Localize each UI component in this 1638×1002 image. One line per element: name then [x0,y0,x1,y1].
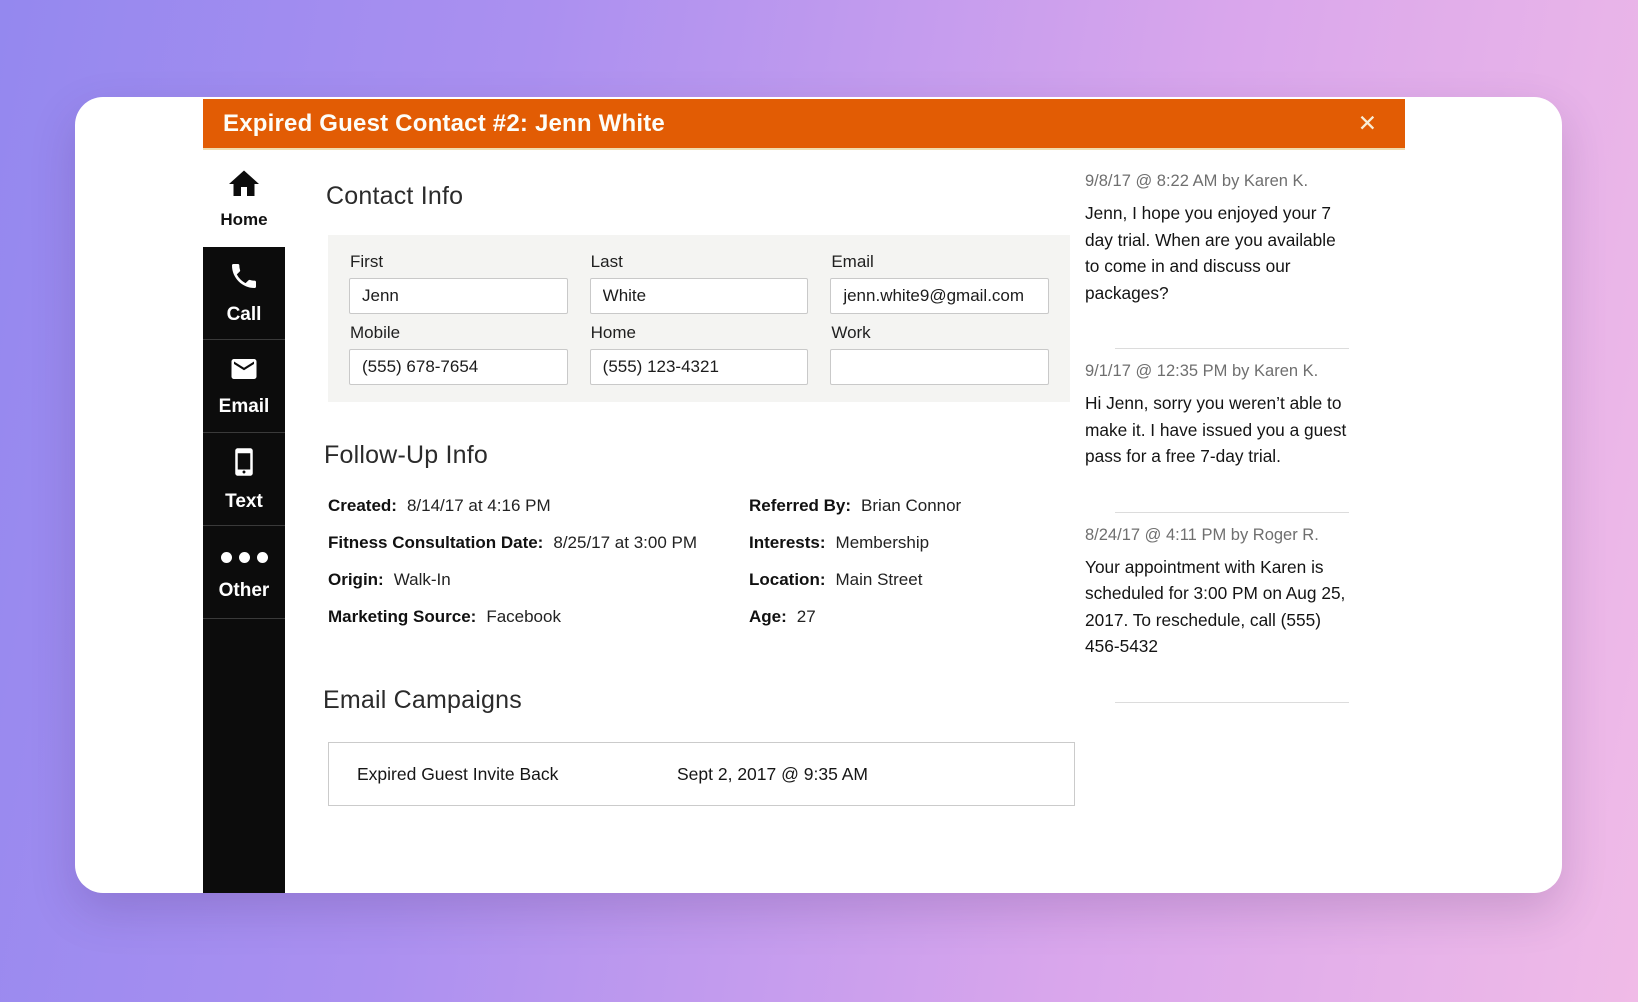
phone-icon [228,260,260,297]
created-value: 8/14/17 at 4:16 PM [406,496,551,515]
marketing-source-label: Marketing Source: [328,607,477,626]
note-timestamp: 8/24/17 @ 4:11 PM by Roger R. [1085,525,1319,544]
referred-by-value: Brian Connor [861,496,962,515]
note-body: Hi Jenn, sorry you weren’t able to make it. I have issued you a guest pass for a free 7-day trial. [1085,393,1347,466]
fitness-consultation-label: Fitness Consultation Date: [328,533,544,552]
age-label: Age: [749,607,787,626]
sidebar-item-label: Text [225,491,263,512]
note-divider [1115,348,1349,349]
last-name-input[interactable] [590,278,809,314]
created-row [328,496,749,517]
modal-header [203,99,1405,150]
follow-up-heading: Follow-Up Info [324,441,488,469]
note-item [1085,362,1349,470]
close-icon[interactable]: ✕ [1357,110,1377,136]
ellipsis-icon [221,543,268,573]
marketing-source-row [328,607,749,628]
email-field-group [830,252,1049,314]
campaign-date: Sept 2, 2017 @ 9:35 AM [677,763,868,784]
follow-up-grid [328,496,1070,644]
home-phone-input[interactable] [590,349,809,385]
sidebar-item-label: Other [218,579,270,601]
origin-label: Origin: [328,570,384,589]
email-label: Email [831,252,874,271]
age-row [749,607,1070,628]
follow-up-left-column [328,496,749,644]
modal-title: Expired Guest Contact #2: Jenn White [223,109,665,137]
campaign-name: Expired Guest Invite Back [357,763,559,784]
email-campaign-row[interactable] [328,742,1075,806]
contact-info-heading: Contact Info [326,182,464,210]
location-label: Location: [749,570,826,589]
mobile-label: Mobile [350,323,401,342]
home-phone-field-group [590,323,809,385]
smartphone-icon [229,445,259,484]
sidebar-filler [203,619,285,893]
note-timestamp: 9/8/17 @ 8:22 AM by Karen K. [1085,172,1309,190]
work-phone-label: Work [831,323,871,342]
first-name-label: First [350,252,384,271]
mobile-field-group [349,323,568,385]
origin-row [328,570,749,591]
work-phone-field-group [830,323,1049,385]
sidebar-tiles [203,247,285,893]
envelope-icon [226,354,262,389]
note-divider [1115,702,1349,703]
home-icon [224,166,264,207]
referred-by-label: Referred By: [749,496,852,515]
first-name-field-group [349,252,568,314]
sidebar-item-label: Home [220,210,268,229]
note-item [1085,526,1349,660]
work-phone-input[interactable] [830,349,1049,385]
interests-row [749,533,1070,554]
marketing-source-value: Facebook [486,607,561,626]
email-input[interactable] [830,278,1049,314]
notes-panel [1085,172,1349,716]
fitness-consultation-value: 8/25/17 at 3:00 PM [553,533,698,552]
sidebar-item-email[interactable] [203,340,285,433]
sidebar-item-label: Email [218,396,270,417]
follow-up-right-column [749,496,1070,644]
email-campaigns-heading: Email Campaigns [323,686,522,714]
note-divider [1115,512,1349,513]
note-body: Your appointment with Karen is scheduled for 3:00 PM on Aug 25, 2017. To reschedule, call (555) 456-5432 [1085,556,1346,656]
sidebar-item-label: Call [226,304,262,325]
first-name-input[interactable] [349,278,568,314]
sidebar-item-home[interactable] [203,150,285,247]
sidebar-item-call[interactable] [203,247,285,340]
origin-value: Walk-In [393,570,451,589]
fitness-consultation-row [328,533,749,554]
location-row [749,570,1070,591]
sidebar-item-text[interactable] [203,433,285,526]
note-body: Jenn, I hope you enjoyed your 7 day trial. When are you available to come in and discuss our packages? [1085,203,1336,303]
referred-by-row [749,496,1070,517]
sidebar-item-other[interactable] [203,526,285,619]
age-value: 27 [796,607,816,626]
created-label: Created: [328,496,397,515]
location-value: Main Street [835,570,923,589]
note-timestamp: 9/1/17 @ 12:35 PM by Karen K. [1085,362,1319,380]
interests-value: Membership [835,533,930,552]
home-phone-label: Home [590,323,637,342]
mobile-input[interactable] [349,349,568,385]
last-name-label: Last [590,252,623,271]
last-name-field-group [590,252,809,314]
contact-info-panel [328,235,1070,402]
note-item [1085,172,1349,306]
sidebar [203,150,285,893]
interests-label: Interests: [749,533,826,552]
contact-modal [75,97,1562,893]
